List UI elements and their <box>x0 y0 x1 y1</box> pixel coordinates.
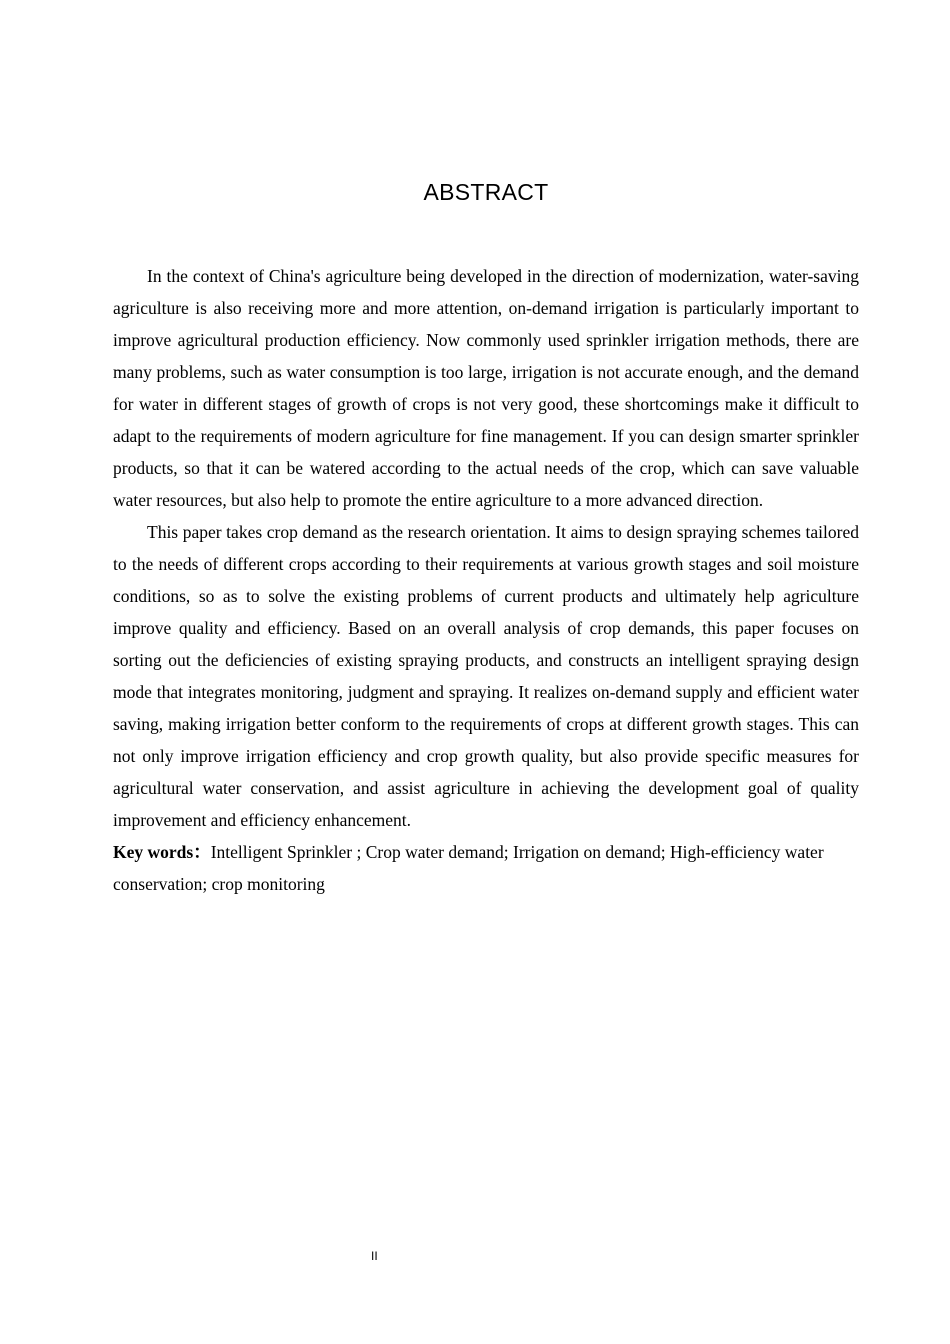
abstract-body <box>113 260 859 900</box>
keywords-text: Intelligent Sprinkler ; Crop water demand; Irrigation on demand; High-efficiency water conservation; crop monitoring <box>113 842 824 894</box>
abstract-paragraph-2: This paper takes crop demand as the research orientation. It aims to design spraying schemes tailored to the needs of different crops according to their requirements at various growth stages and soil moisture conditions, so as to solve the existing problems of current products and ultimately help agriculture improve quality and efficiency. Based on an overall analysis of crop demands, this paper focuses on sorting out the deficiencies of existing spraying products, and constructs an intelligent spraying design mode that integrates monitoring, judgment and spraying. It realizes on-demand supply and efficient water saving, making irrigation better conform to the requirements of crops at different growth stages. This can not only improve irrigation efficiency and crop growth quality, but also provide specific measures for agricultural water conservation, and assist agriculture in achieving the development goal of quality improvement and efficiency enhancement. <box>113 522 859 830</box>
keywords-line <box>113 836 859 900</box>
page-number: II <box>371 1249 378 1263</box>
keywords-label: Key words： <box>113 842 211 862</box>
abstract-paragraph-1: In the context of China's agriculture being developed in the direction of modernization, water-saving agriculture is also receiving more and more attention, on-demand irrigation is particularly important to improve agricultural production efficiency. Now commonly used sprinkler irrigation methods, there are many problems, such as water consumption is too large, irrigation is not accurate enough, and the demand for water in different stages of growth of crops is not very good, these shortcomings make it difficult to adapt to the requirements of modern agriculture for fine management. If you can design smarter sprinkler products, so that it can be watered according to the actual needs of the crop, which can save valuable water resources, but also help to promote the entire agriculture to a more advanced direction. <box>113 266 859 510</box>
abstract-title: ABSTRACT <box>423 179 549 205</box>
